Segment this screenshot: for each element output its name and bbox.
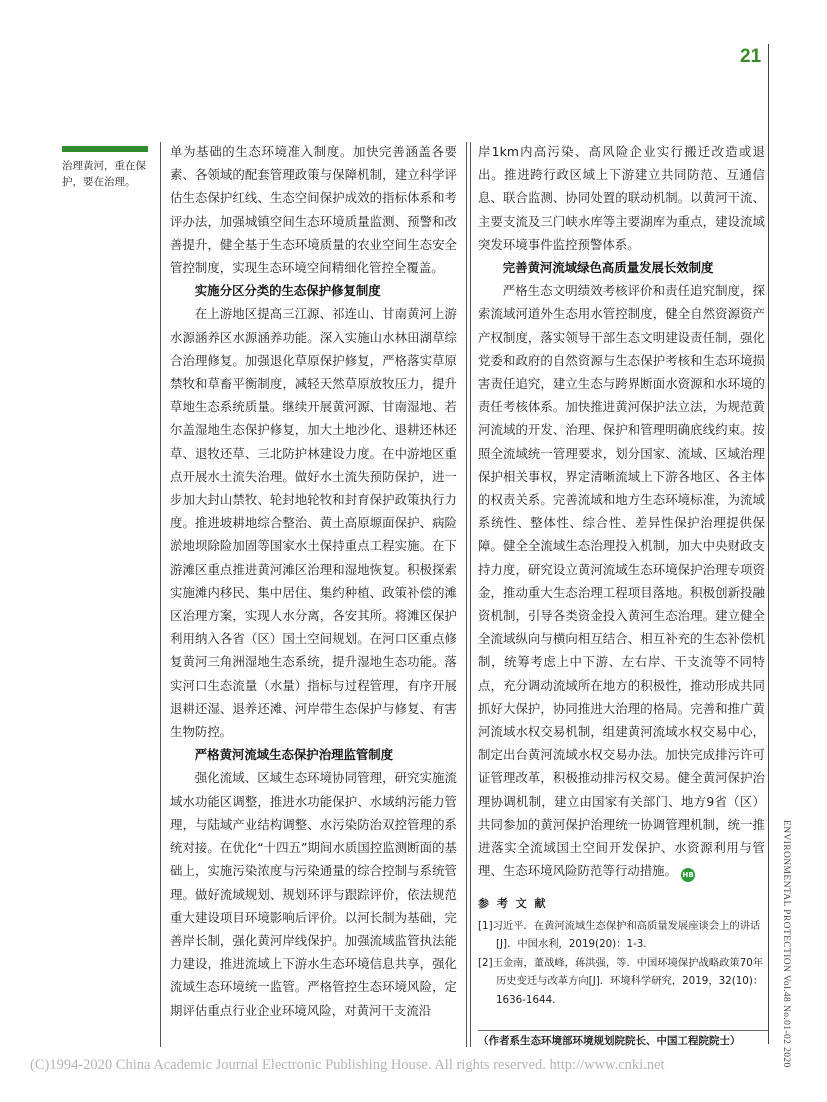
body-paragraph: 岸1km内高污染、高风险企业实行搬迁改造或退出。推进跨行政区域上下游建立共同防范、互通信息、联合监测、协同处置的联动机制。以黄河干流、主要支流及三门峡水库等主要湖库为重点，建设流域突发环境事件监控预警体系。 bbox=[478, 144, 765, 252]
right-margin-rule bbox=[768, 44, 769, 1044]
side-note-accent-bar bbox=[62, 146, 148, 152]
journal-running-title: ENVIRONMENTAL PROTECTION Vol.48 No.01-02 2020 bbox=[781, 820, 791, 1068]
body-paragraph bbox=[478, 279, 765, 882]
section-heading: 实施分区分类的生态保护修复制度 bbox=[194, 283, 381, 299]
reference-item: [2]王金南，董战峰，蒋洪强，等．中国环境保护战略政策70年历史变迁与改革方向[J]．环境科学研究，2019，32(10)：1636-1644. bbox=[478, 956, 764, 1006]
left-column bbox=[170, 140, 457, 1022]
references-title: 参 考 文 献 bbox=[478, 896, 548, 910]
author-note-rule bbox=[478, 1030, 768, 1031]
side-note: 治理黄河，重在保护，要在治理。 bbox=[62, 160, 146, 188]
body-paragraph: 在上游地区提高三江源、祁连山、甘南黄河上游水源涵养区水源涵养功能。深入实施山水林田湖草综合治理修复。加强退化草原保护修复，严格落实草原禁牧和草畜平衡制度，减轻天然草原放牧压力，提升草地生态系统质量。继续开展黄河源、甘南湿地、若尔盖湿地生态保护修复，加大土地沙化、退耕还林还草、退牧还草、三北防护林建设力度。在中游地区重点开展水土流失治理。做好水土流失预防保护，进一步加大封山禁牧、轮封地轮牧和封育保护政策执行力度。推进坡耕地综合整治、黄土高原塬面保护、病险淤地坝除险加固等国家水土保持重点工程实施。在下游滩区重点推进黄河滩区治理和湿地恢复。积极探索实施滩内移民、集中居住、集约种植、政策补偿的滩区治理方案，实现人水分离，各安其所。将滩区保护利用纳入各省（区）国土空间规划。在河口区重点修复黄河三角洲湿地生态系统，提升湿地生态功能。落实河口生态流量（水量）指标与过程管理，有序开展退耕还湿、退养还滩、河岸带生态保护与修复、有害生物防控。 bbox=[170, 306, 457, 740]
body-paragraph: 单为基础的生态环境准入制度。加快完善涵盖各要素、各领域的配套管理政策与保障机制，建立科学评估生态保护红线、生态空间保护成效的指标体系和考评办法，加强城镇空间生态环境质量监测、预警和改善提升，健全基于生态环境质量的农业空间生态安全管控制度，实现生态环境空间精细化管控全覆盖。 bbox=[170, 144, 457, 276]
body-paragraph-text: 严格生态文明绩效考核评价和责任追究制度，探索流域河道外生态用水管控制度，健全自然资源资产产权制度，落实领导干部生态文明建设责任制，强化党委和政府的自然资源与生态保护考核和生态环境损害责任追究，建立生态与跨界断面水资源和水环境的责任考核体系。加快推进黄河保护法立法，为规范黄河流域的开发、治理、保护和管理明确底线约束。按照全流域统一管理要求，划分国家、流域、区域治理保护相关事权，界定清晰流域上下游各地区、各主体的权责关系。完善流域和地方生态环境标准，为流域系统性、整体性、综合性、差异性保护治理提供保障。健全全流域生态治理投入机制，加大中央财政支持力度，研究设立黄河流域生态环境保护治理专项资金，推动重大生态治理工程项目落地。积极创新投融资机制，引导各类资金投入黄河生态治理。建立健全全流域纵向与横向相互结合、相互补充的生态补偿机制，统筹考虑上中下游、左右岸、干支流等不同特点，充分调动流域所在地方的积极性，推动形成共同抓好大保护，协同推进大治理的格局。完善和推广黄河流域水权交易机制，组建黄河流域水权交易中心，制定出台黄河流域水权交易办法。加快完成排污许可证管理改革，积极推动排污权交易。健全黄河保护治理协调机制，建立由国家有关部门、地方9省（区）共同参加的黄河保护治理统一协调管理机制，统一推进落实全流域国土空间开发保护、水资源利用与管理、生态环境风险防范等行动措施。 bbox=[478, 283, 765, 879]
article-end-badge-icon: HB bbox=[681, 868, 695, 882]
section-heading: 严格黄河流域生态保护治理监管制度 bbox=[194, 747, 394, 763]
page-number: 21 bbox=[740, 46, 762, 67]
author-note: （作者系生态环境部环境规划院院长、中国工程院院士） bbox=[478, 1035, 741, 1047]
section-heading: 完善黄河流域绿色高质量发展长效制度 bbox=[502, 260, 714, 276]
copyright-watermark: (C)1994-2020 China Academic Journal Electronic Publishing House. All rights reserved. http://www.cnki.net bbox=[30, 1057, 665, 1073]
column-divider-left bbox=[160, 142, 161, 1047]
column-divider-middle bbox=[466, 142, 467, 1047]
column-divider-middle-double bbox=[470, 142, 471, 1047]
body-paragraph: 强化流域、区域生态环境协同管理，研究实施流域水功能区调整，推进水功能保护、水域纳污能力管理，与陆域产业结构调整、水污染防治双控管理的系统对接。在优化“十四五”期间水质国控监测断面的基础上，实施污染浓度与污染通量的综合控制与系统管理。做好流域规划、规划环评与跟踪评价，依法规范重大建设项目环境影响后评价。以河长制为基础，完善岸长制，强化黄河岸线保护。加强流域监管执法能力建设，推进流域上下游水生态环境信息共享，强化流域生态环境统一监管。严格管控生态环境风险，定期评估重点行业企业环境风险，对黄河干支流沿 bbox=[170, 770, 457, 1018]
reference-item: [1]习近平．在黄河流域生态保护和高质量发展座谈会上的讲话[J]．中国水利，2019(20)：1-3. bbox=[478, 919, 761, 950]
right-column bbox=[478, 140, 765, 1009]
